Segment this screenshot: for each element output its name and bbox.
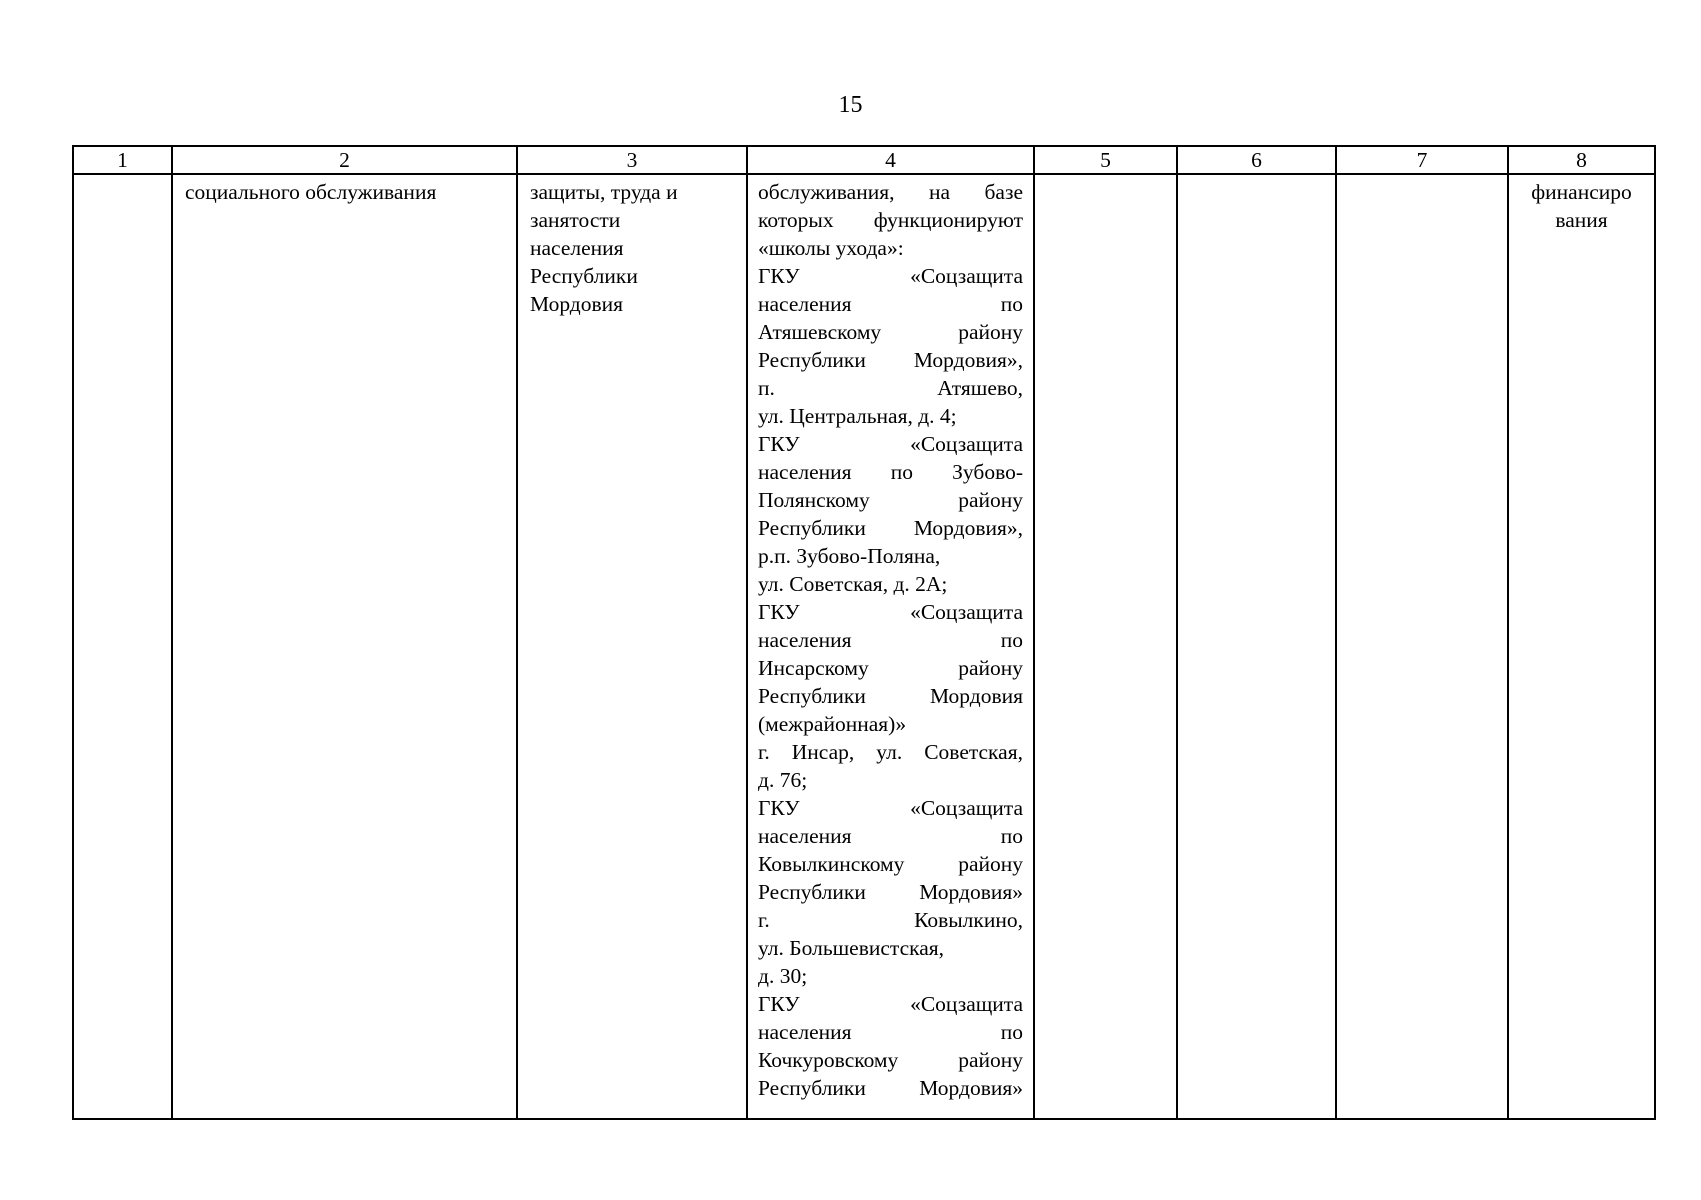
cell-col-3 bbox=[517, 174, 747, 1119]
col4-line: Атяшевскому району bbox=[758, 320, 1023, 344]
column-header-8: 8 bbox=[1508, 146, 1655, 174]
table-row bbox=[73, 174, 1655, 1119]
cell-col-8 bbox=[1508, 174, 1655, 1119]
col4-line: г. Инсар, ул. Советская, bbox=[758, 740, 1023, 764]
cell-text-col-4 bbox=[748, 175, 1033, 1118]
col4-line: населения по bbox=[758, 824, 1023, 848]
document-table bbox=[72, 145, 1656, 1120]
col4-line: р.п. Зубово-Поляна, bbox=[758, 544, 941, 568]
col4-line: ГКУ «Соцзащита bbox=[758, 600, 1023, 624]
col4-line: Полянскому району bbox=[758, 488, 1023, 512]
col4-line: Кочкуровскому району bbox=[758, 1048, 1023, 1072]
col4-line: населения по bbox=[758, 292, 1023, 316]
col4-line: населения по bbox=[758, 1020, 1023, 1044]
cell-col-4 bbox=[747, 174, 1034, 1119]
col4-line: Республики Мордовия bbox=[758, 684, 1023, 708]
cell-col-1 bbox=[73, 174, 172, 1119]
column-header-7: 7 bbox=[1336, 146, 1508, 174]
col4-line: Республики Мордовия» bbox=[758, 1076, 1023, 1100]
col4-line: ГКУ «Соцзащита bbox=[758, 796, 1023, 820]
col4-line: (межрайонная)» bbox=[758, 712, 907, 736]
col4-line: обслуживания, на базе bbox=[758, 180, 1023, 204]
col4-line: ГКУ «Соцзащита bbox=[758, 264, 1023, 288]
col4-line: населения по Зубово- bbox=[758, 460, 1023, 484]
col4-line: ГКУ «Соцзащита bbox=[758, 432, 1023, 456]
col4-line: которых функционируют bbox=[758, 208, 1023, 232]
cell-col-2 bbox=[172, 174, 517, 1119]
column-header-4: 4 bbox=[747, 146, 1034, 174]
col4-line: ул. Советская, д. 2А; bbox=[758, 572, 948, 596]
cell-col-6 bbox=[1177, 174, 1336, 1119]
col4-line: ул. Большевистская, bbox=[758, 936, 945, 960]
cell-text-col-2: социального обслуживания bbox=[185, 180, 437, 204]
col4-line: ул. Центральная, д. 4; bbox=[758, 404, 957, 428]
cell-text-col-3: защиты, труда и занятости населения Республики Мордовия bbox=[530, 180, 678, 316]
table-header-row bbox=[73, 146, 1655, 174]
column-header-6: 6 bbox=[1177, 146, 1336, 174]
col4-line: Республики Мордовия» bbox=[758, 880, 1023, 904]
col4-line: Инсарскому району bbox=[758, 656, 1023, 680]
col4-line: Республики Мордовия», bbox=[758, 348, 1023, 372]
col4-line: Республики Мордовия», bbox=[758, 516, 1023, 540]
cell-col-7 bbox=[1336, 174, 1508, 1119]
column-header-1: 1 bbox=[73, 146, 172, 174]
col4-line: п. Атяшево, bbox=[758, 376, 1023, 400]
cell-col-5 bbox=[1034, 174, 1177, 1119]
page-number: 15 bbox=[838, 92, 863, 118]
col4-line: Ковылкинскому району bbox=[758, 852, 1023, 876]
cell-text-col-8: финансиро вания bbox=[1531, 180, 1632, 232]
col4-line: ГКУ «Соцзащита bbox=[758, 992, 1023, 1016]
col4-line: д. 30; bbox=[758, 964, 808, 988]
col4-line: г. Ковылкино, bbox=[758, 908, 1023, 932]
col4-line: населения по bbox=[758, 628, 1023, 652]
col4-line: д. 76; bbox=[758, 768, 808, 792]
column-header-3: 3 bbox=[517, 146, 747, 174]
col4-line: «школы ухода»: bbox=[758, 236, 904, 260]
column-header-5: 5 bbox=[1034, 146, 1177, 174]
column-header-2: 2 bbox=[172, 146, 517, 174]
